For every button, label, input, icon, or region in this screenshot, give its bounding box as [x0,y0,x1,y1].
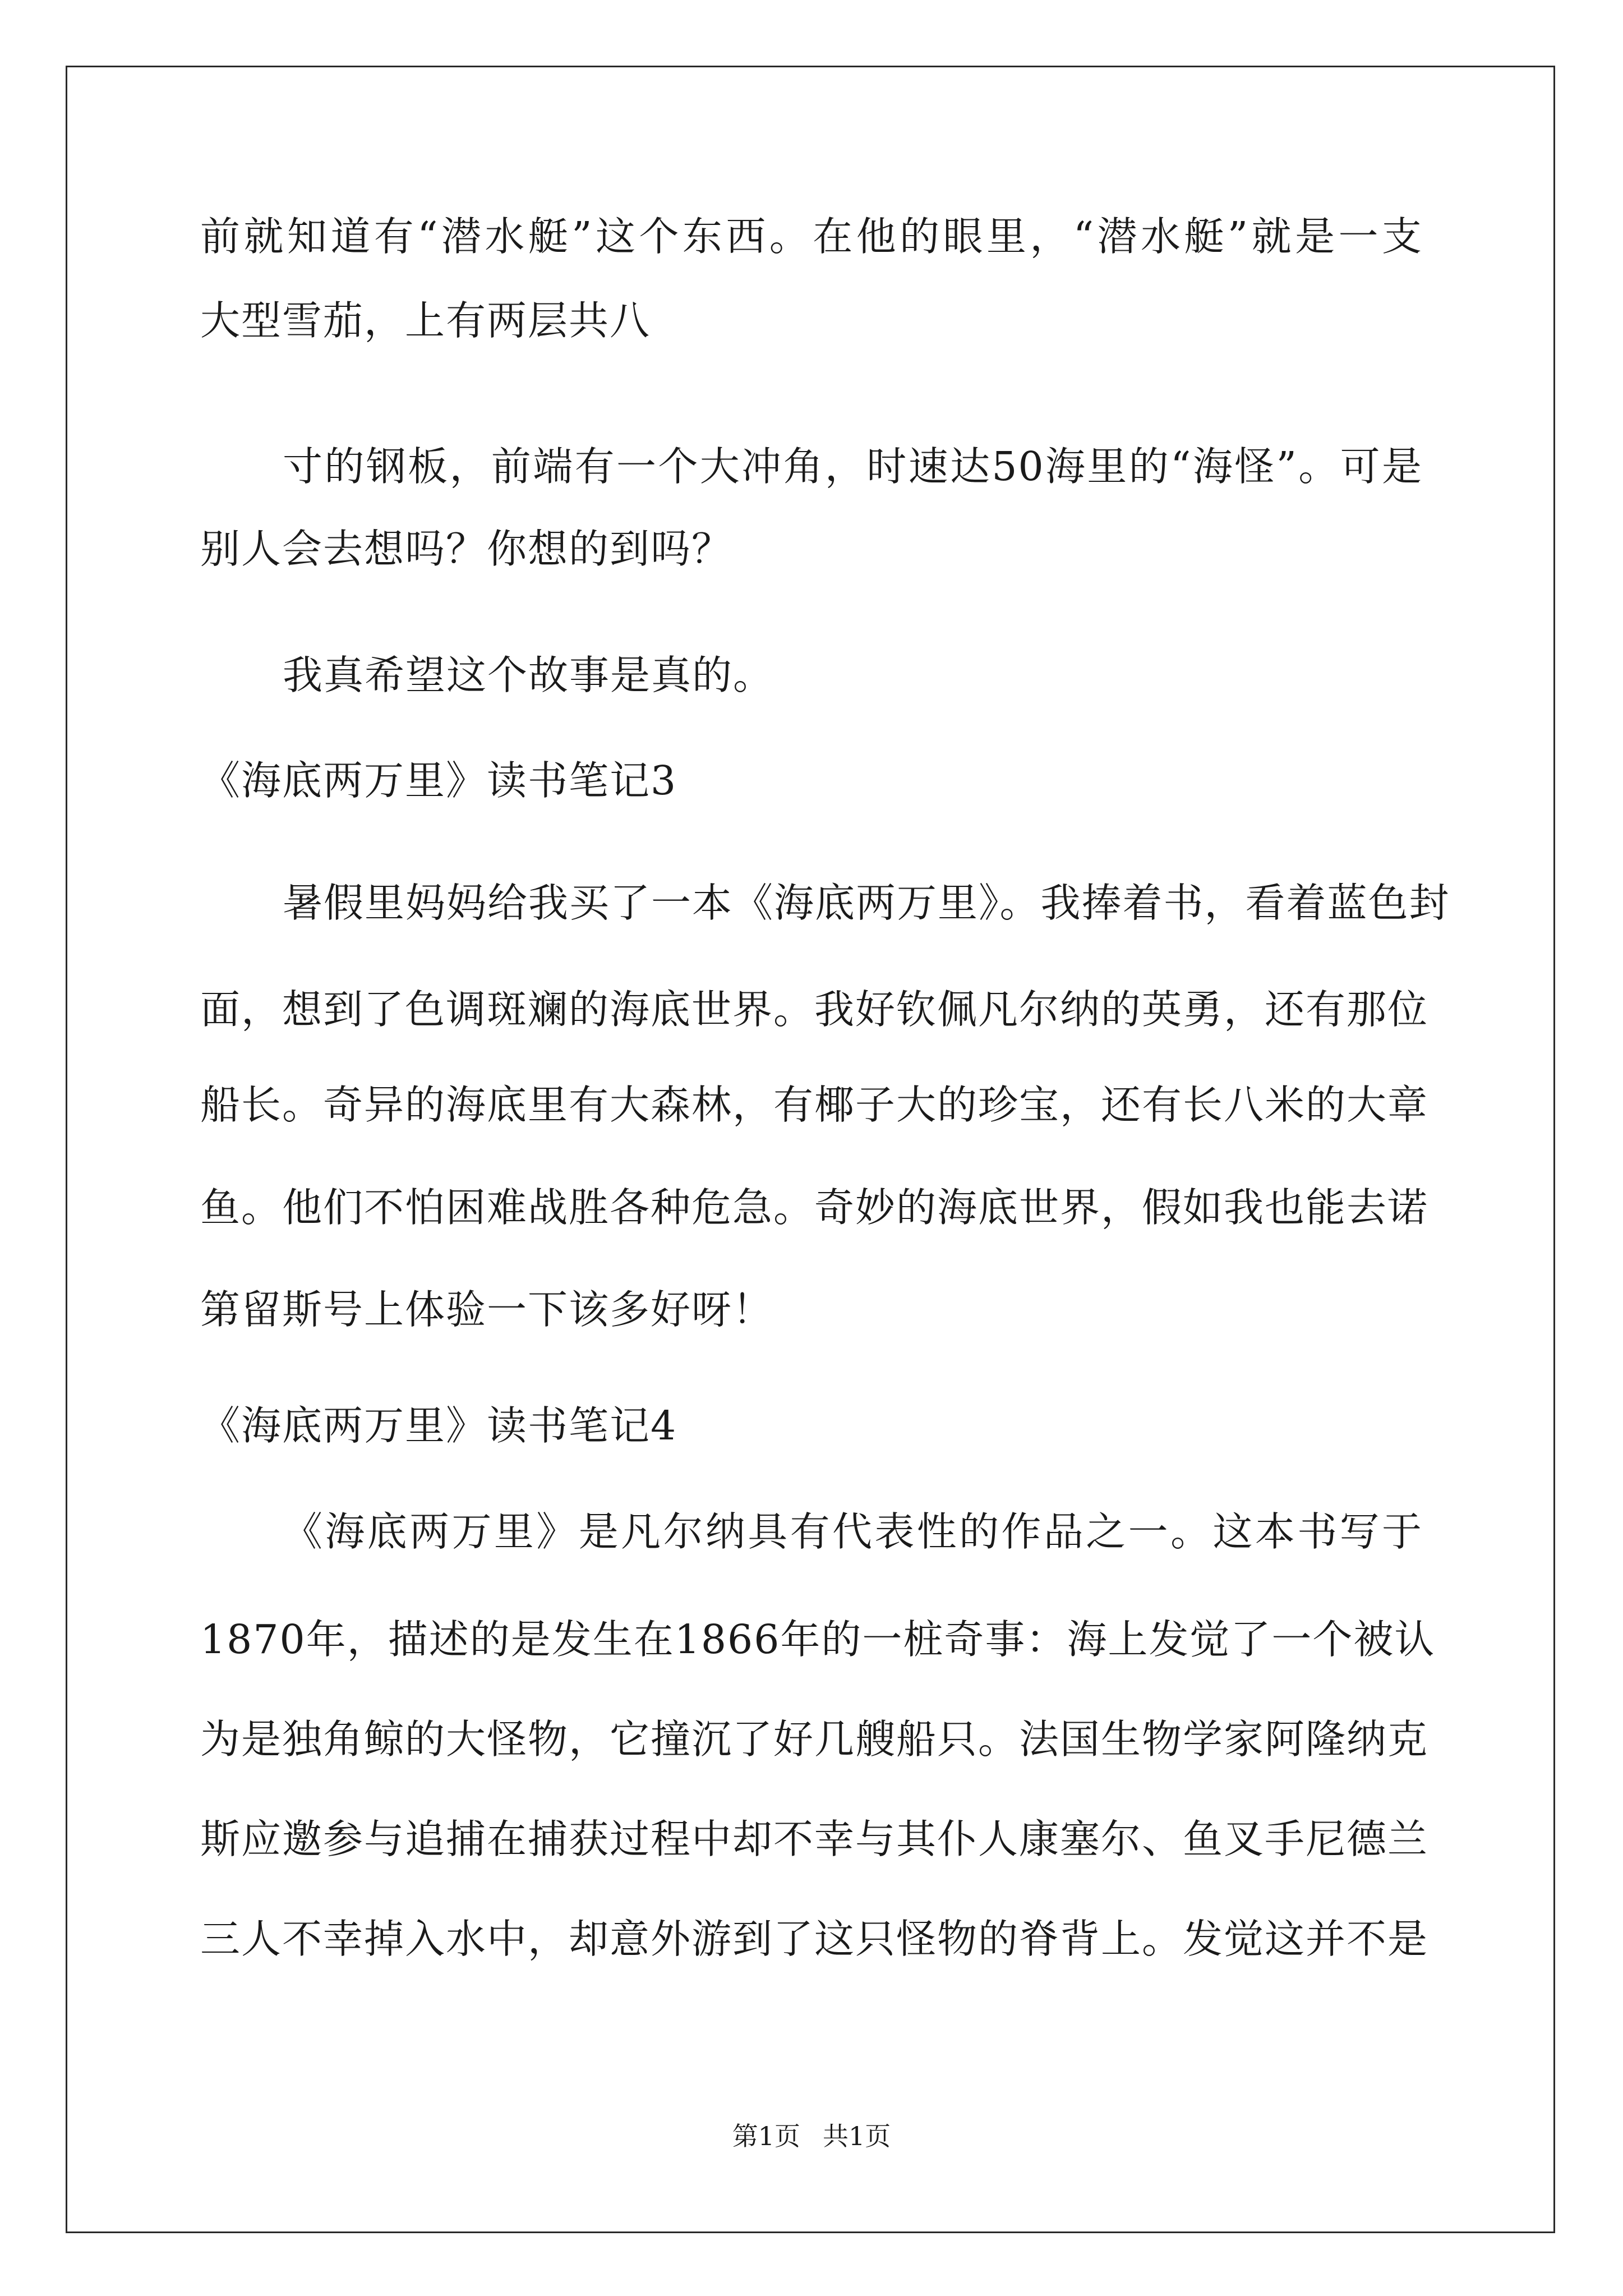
text-line: 暑假里妈妈给我买了一本《海底两万里》。我捧着书，看着蓝色封 [283,880,1450,926]
text-line: 前就知道有“潜水艇”这个东西。在他的眼里，“潜水艇”就是一支 [200,213,1423,260]
text-line: 寸的钢板，前端有一个大冲角，时速达50海里的“海怪”。可是 [283,443,1423,490]
page-footer [0,2119,1623,2153]
text-line: 1870年，描述的是发生在1866年的一桩奇事：海上发觉了一个被认 [200,1616,1436,1663]
text-line: 《海底两万里》是凡尔纳具有代表性的作品之一。这本书写于 [283,1508,1423,1555]
text-line: 大型雪茄，上有两层共八 [200,297,651,344]
text-line: 鱼。他们不怕困难战胜各种危急。奇妙的海底世界，假如我也能去诺 [200,1184,1429,1231]
text-line: 第留斯号上体验一下该多好呀！ [200,1286,774,1333]
text-line: 我真希望这个故事是真的。 [283,652,774,698]
page-border [66,66,1555,2233]
section-heading: 《海底两万里》读书笔记4 [200,1402,677,1449]
section-heading: 《海底两万里》读书笔记3 [200,757,677,804]
text-line: 面，想到了色调斑斓的海底世界。我好钦佩凡尔纳的英勇，还有那位 [200,986,1429,1033]
page-number: 第1页 [732,2121,800,2151]
text-line: 船长。奇异的海底里有大森林，有椰子大的珍宝，还有长八米的大章 [200,1082,1429,1128]
page-total: 共1页 [823,2121,891,2151]
text-line: 为是独角鲸的大怪物，它撞沉了好几艘船只。法国生物学家阿隆纳克 [200,1716,1429,1763]
text-line: 三人不幸掉入水中，却意外游到了这只怪物的脊背上。发觉这并不是 [200,1916,1429,1962]
text-line: 别人会去想吗？你想的到吗？ [200,526,733,572]
text-line: 斯应邀参与追捕在捕获过程中却不幸与其仆人康塞尔、鱼叉手尼德兰 [200,1816,1429,1862]
